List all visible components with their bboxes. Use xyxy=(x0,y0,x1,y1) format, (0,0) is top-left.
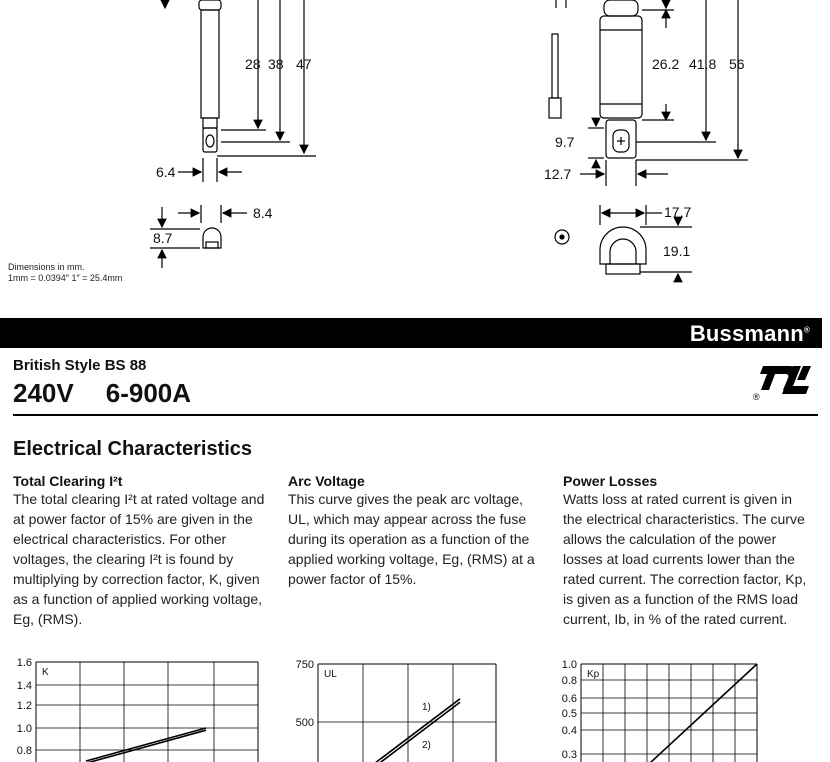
y-axis-label: Kp xyxy=(587,669,600,680)
y-tick-label: 0.6 xyxy=(561,693,577,705)
y-tick-label: 0.8 xyxy=(561,675,577,687)
y-tick-label: 0.5 xyxy=(561,708,577,720)
brand-name: Bussmann® xyxy=(689,321,810,346)
right-fuse-end-view xyxy=(600,227,646,264)
dim-label-9-7: 9.7 xyxy=(555,134,575,150)
y-tick-label: 500 xyxy=(295,717,314,729)
dim-label-47: 47 xyxy=(296,56,312,72)
column-heading: Arc Voltage xyxy=(288,473,365,489)
y-axis-label: UL xyxy=(324,669,337,680)
ul-logo-icon xyxy=(753,362,819,402)
product-subtitle: British Style BS 88 xyxy=(13,357,147,374)
chart-power-losses xyxy=(555,650,825,762)
dim-label-8-4: 8.4 xyxy=(253,205,273,221)
column-arc-voltage xyxy=(288,473,546,589)
series-line xyxy=(86,730,206,762)
dim-label-26-2: 26.2 xyxy=(652,56,680,72)
y-tick-label: 0.4 xyxy=(561,725,577,737)
y-tick-label: 1.4 xyxy=(16,680,32,692)
dim-label-38: 38 xyxy=(268,56,284,72)
column-heading: Power Losses xyxy=(563,473,658,489)
y-tick-label: 1.6 xyxy=(16,657,32,669)
dimension-note-line1: Dimensions in mm. xyxy=(8,262,85,272)
y-tick-label: 1.0 xyxy=(16,723,32,735)
series-label: 1) xyxy=(422,702,431,713)
left-fuse-body xyxy=(201,10,219,118)
y-tick-label: 750 xyxy=(295,659,314,671)
y-axis-label: K xyxy=(42,667,49,678)
dim-label-17-7: 17.7 xyxy=(664,204,692,220)
right-fuse-cap xyxy=(604,0,638,16)
chart-arc-voltage xyxy=(280,650,550,762)
series-label: 2) xyxy=(422,740,431,751)
series-line xyxy=(368,702,460,762)
ul-registered-mark: ® xyxy=(753,392,760,402)
y-tick-label: 0.3 xyxy=(561,749,577,761)
brand-banner xyxy=(0,318,822,348)
series-line xyxy=(86,728,206,761)
dim-label-41-8: 41.8 xyxy=(689,56,717,72)
fuse-dimension-drawing xyxy=(0,0,830,300)
dim-label-19-1: 19.1 xyxy=(663,243,691,259)
dim-label-56: 56 xyxy=(729,56,745,72)
dimension-note xyxy=(8,262,122,284)
column-text: Watts loss at rated current is given in the electrical characteristics. The curve allows the calculation of the power losses at load currents lower than the rated current. The correction factor, Kp, is given as a function of the RMS load current, Ib, in % of the rated current. xyxy=(563,491,807,627)
right-fuse-body xyxy=(600,16,642,118)
column-total-clearing xyxy=(13,473,275,629)
series-line xyxy=(368,699,460,762)
dim-label-8-7: 8.7 xyxy=(153,230,173,246)
column-text: This curve gives the peak arc voltage, UL, which may appear across the fuse during its operation as a function of the applied working voltage, Eg, (RMS) at a power factor of 15%. xyxy=(288,491,535,587)
left-fuse-cap xyxy=(199,0,221,10)
column-text: The total clearing I²t at rated voltage and at power factor of 15% are given in the electrical characteristics. For other voltages, the clearing I²t is found by multiplying by correction factor, K, given as a function of applied working voltage, Eg, (RMS). xyxy=(13,491,265,627)
voltage-rating: 240V xyxy=(13,378,74,408)
y-tick-label: 0.8 xyxy=(16,745,32,757)
brand-registered-mark: ® xyxy=(803,325,810,335)
dim-label-6-4: 6.4 xyxy=(156,164,176,180)
title-divider xyxy=(13,414,818,416)
column-power-losses xyxy=(563,473,813,629)
dim-label-12-7: 12.7 xyxy=(544,166,572,182)
y-tick-label: 1.2 xyxy=(16,700,32,712)
amperage-rating: 6-900A xyxy=(105,378,192,408)
y-tick-label: 1.0 xyxy=(561,659,577,671)
product-ratings xyxy=(13,378,191,409)
chart-k-factor xyxy=(0,650,270,762)
dim-label-28: 28 xyxy=(245,56,261,72)
column-heading: Total Clearing I²t xyxy=(13,473,123,489)
section-title: Electrical Characteristics xyxy=(13,438,253,460)
dimension-note-line2: 1mm = 0.0394″ 1″ = 25.4mm xyxy=(8,273,123,283)
